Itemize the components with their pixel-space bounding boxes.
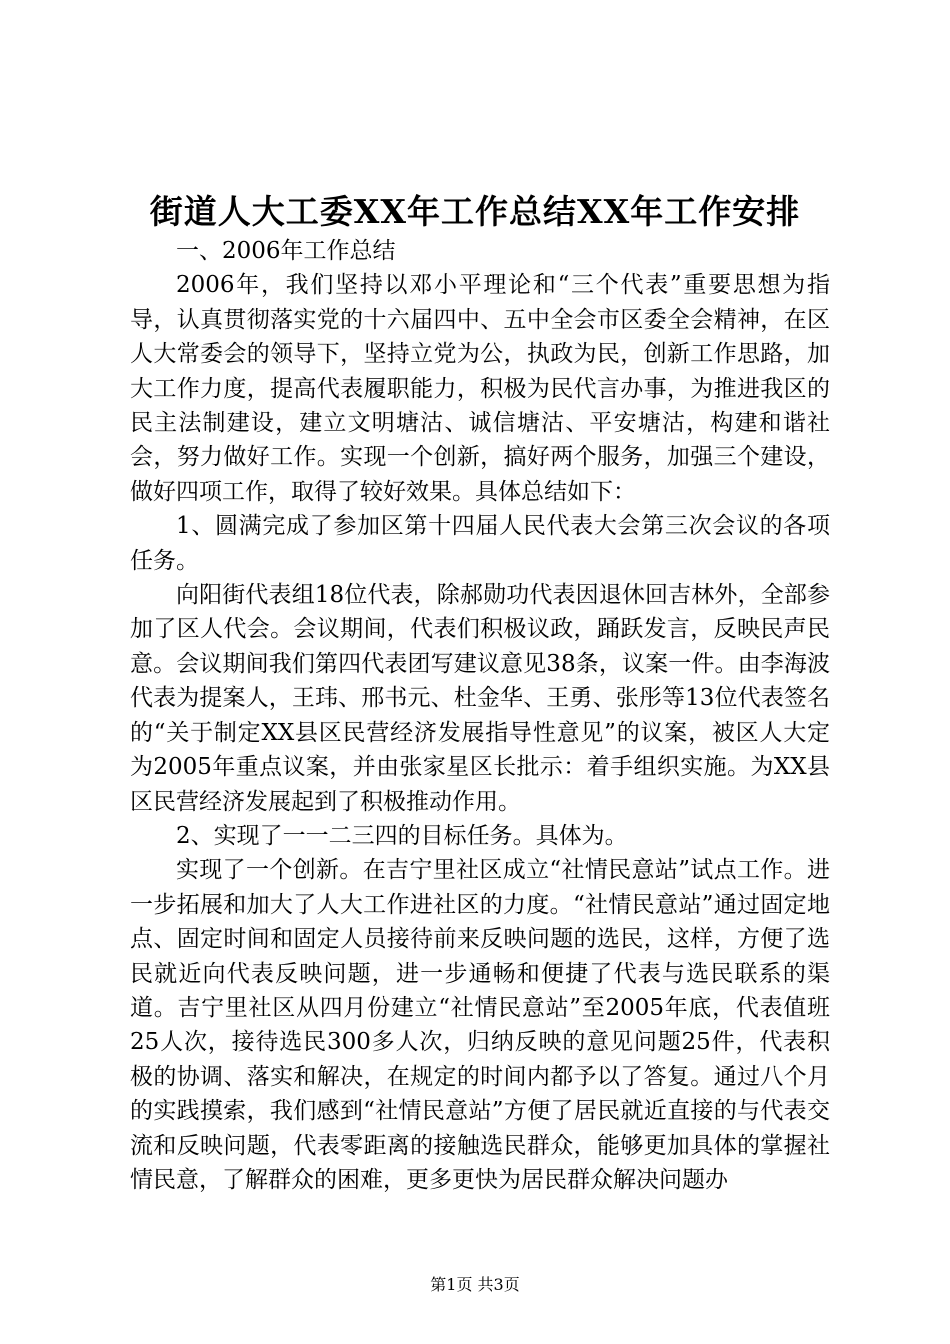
document-title: 街道人大工委XX年工作总结XX年工作安排 — [149, 192, 801, 231]
body-paragraph: 2、实现了一一二三四的目标任务。具体为。 — [176, 822, 628, 849]
body-paragraph: 向阳街代表组18位代表，除郝勋功代表因退休回吉林外，全部参加了区人代会。会议期间，代表们积极议政，踊跃发言，反映民声民意。会议期间我们第四代表团写建议意见38条，议案一件。由李海波代表为提案人，王玮、邢书元、杜金华、王勇、张彤等13位代表签名的“关于制定XX县区民营经济发展指导性意见”的议案，被区人大定为2005年重点议案，并由张家星区长批示：着手组织实施。为XX县区民营经济发展起到了积极推动作用。 — [130, 582, 830, 815]
section-heading: 一、2006年工作总结 — [176, 238, 396, 264]
body-paragraph: 实现了一个创新。在吉宁里社区成立“社情民意站”试点工作。进一步拓展和加大了人大工作进社区的力度。“社情民意站”通过固定地点、固定时间和固定人员接待前来反映问题的选民，这样，方便了选民就近向代表反映问题，进一步通畅和便捷了代表与选民联系的渠道。吉宁里社区从四月份建立“社情民意站”至2005年底，代表值班25人次，接待选民300多人次，归纳反映的意见问题25件，代表积极的协调、落实和解决，在规定的时间内都予以了答复。通过八个月的实践摸索，我们感到“社情民意站”方便了居民就近直接的与代表交流和反映问题，代表零距离的接触选民群众，能够更加具体的掌握社情民意，了解群众的困难，更多更快为居民群众解决问题办 — [130, 857, 830, 1193]
document-body — [130, 234, 830, 1197]
page-number-footer: 第1页 共3页 — [430, 1275, 520, 1294]
body-paragraph: 2006年，我们坚持以邓小平理论和“三个代表”重要思想为指导，认真贯彻落实党的十六届四中、五中全会市区委全会精神，在区人大常委会的领导下，坚持立党为公，执政为民，创新工作思路，加大工作力度，提高代表履职能力，积极为民代言办事，为推进我区的民主法制建设，建立文明塘沽、诚信塘沽、平安塘沽，构建和谐社会，努力做好工作。实现一个创新，搞好两个服务，加强三个建设，做好四项工作，取得了较好效果。具体总结如下： — [130, 272, 830, 505]
body-paragraph: 1、圆满完成了参加区第十四届人民代表大会第三次会议的各项任务。 — [130, 513, 830, 574]
